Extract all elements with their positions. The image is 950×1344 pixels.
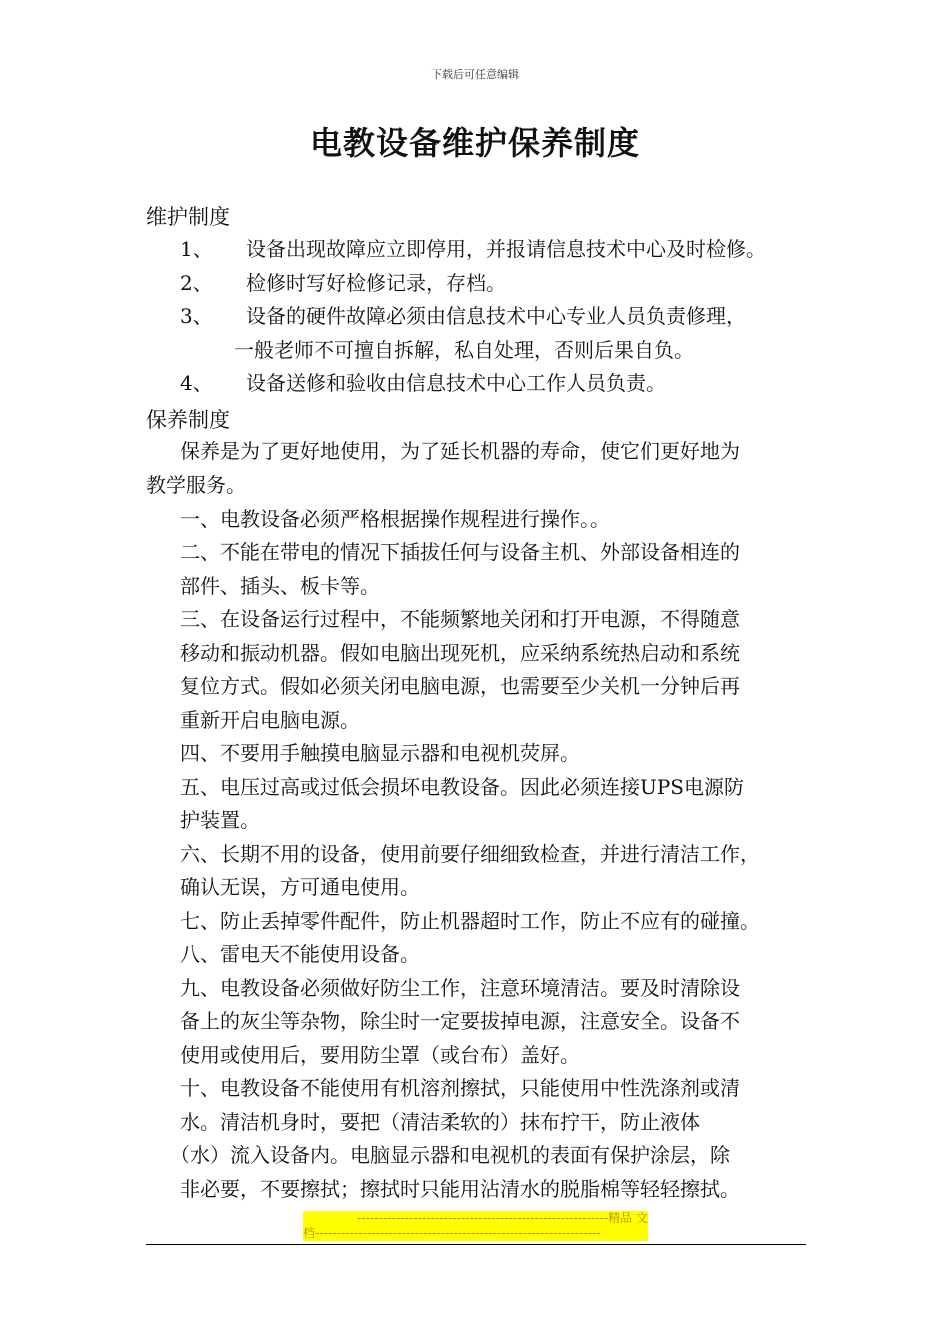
- maintenance-item-2-num: 2、: [180, 271, 213, 295]
- upkeep-item-3-line-2: 移动和振动机器。假如电脑出现死机，应采纳系统热启动和系统: [180, 641, 740, 665]
- upkeep-item-10-line-4: 非必要，不要擦拭；擦拭时只能用沾清水的脱脂棉等轻轻擦拭。: [180, 1177, 740, 1201]
- maintenance-heading: 维护制度: [146, 205, 230, 229]
- upkeep-item-6-line-2: 确认无误，方可通电使用。: [180, 875, 420, 899]
- upkeep-item-3-line-4: 重新开启电脑电源。: [180, 708, 360, 732]
- upkeep-item-4: 四、不要用手触摸电脑显示器和电视机荧屏。: [180, 741, 580, 765]
- maintenance-item-1-text: 设备出现故障应立即停用，并报请信息技术中心及时检修。: [246, 237, 766, 261]
- upkeep-intro-line-1: 保养是为了更好地使用，为了延长机器的寿命，使它们更好地为: [180, 439, 740, 463]
- maintenance-item-2-text: 检修时写好检修记录，存档。: [246, 271, 506, 295]
- footer-line-1: ----------------------------------------------------------精品 文: [357, 1211, 648, 1225]
- footer-line-2: 档------------------------------------------------------------------: [303, 1226, 601, 1240]
- maintenance-item-4-num: 4、: [180, 371, 213, 395]
- upkeep-item-5-line-2: 护装置。: [180, 808, 260, 832]
- upkeep-item-3-line-1: 三、在设备运行过程中，不能频繁地关闭和打开电源，不得随意: [180, 607, 740, 631]
- upkeep-item-10-line-2: 水。清洁机身时，要把（清洁柔软的）抹布拧干，防止液体: [180, 1110, 700, 1134]
- upkeep-item-10-line-3: （水）流入设备内。电脑显示器和电视机的表面有保护涂层，除: [170, 1143, 730, 1167]
- maintenance-item-3-text: 设备的硬件故障必须由信息技术中心专业人员负责修理，: [246, 304, 746, 328]
- upkeep-item-7: 七、防止丢掉零件配件，防止机器超时工作，防止不应有的碰撞。: [180, 909, 760, 933]
- upkeep-item-9-line-2: 备上的灰尘等杂物，除尘时一定要拔掉电源，注意安全。设备不: [180, 1009, 740, 1033]
- header-note: 下载后可任意编辑: [431, 68, 519, 81]
- upkeep-item-8: 八、雷电天不能使用设备。: [180, 942, 420, 966]
- upkeep-item-6-line-1: 六、长期不用的设备，使用前要仔细细致检查，并进行清洁工作，: [180, 842, 760, 866]
- maintenance-item-4-text: 设备送修和验收由信息技术中心工作人员负责。: [246, 371, 666, 395]
- upkeep-heading: 保养制度: [146, 408, 230, 432]
- upkeep-item-9-line-3: 使用或使用后，要用防尘罩（或台布）盖好。: [180, 1043, 580, 1067]
- maintenance-item-1-num: 1、: [180, 237, 213, 261]
- page-title: 电教设备维护保养制度: [309, 124, 640, 162]
- maintenance-item-3-num: 3、: [180, 304, 213, 328]
- maintenance-item-3-text-cont: 一般老师不可擅自拆解，私自处理，否则后果自负。: [234, 338, 694, 362]
- upkeep-item-10-line-1: 十、电教设备不能使用有机溶剂擦拭，只能使用中性洗涤剂或清: [180, 1076, 740, 1100]
- upkeep-item-2-line-1: 二、不能在带电的情况下插拔任何与设备主机、外部设备相连的: [180, 540, 740, 564]
- upkeep-item-3-line-3: 复位方式。假如必须关闭电脑电源，也需要至少关机一分钟后再: [180, 674, 740, 698]
- upkeep-item-1: 一、电教设备必须严格根据操作规程进行操作。。: [180, 507, 610, 531]
- footer-divider: [146, 1244, 806, 1245]
- upkeep-intro-line-2: 教学服务。: [146, 473, 246, 497]
- upkeep-item-9-line-1: 九、电教设备必须做好防尘工作，注意环境清洁。要及时清除设: [180, 976, 740, 1000]
- upkeep-item-5-line-1: 五、电压过高或过低会损坏电教设备。因此必须连接UPS电源防: [180, 775, 745, 799]
- footer-watermark: [303, 1211, 648, 1241]
- upkeep-item-2-line-2: 部件、插头、板卡等。: [180, 574, 380, 598]
